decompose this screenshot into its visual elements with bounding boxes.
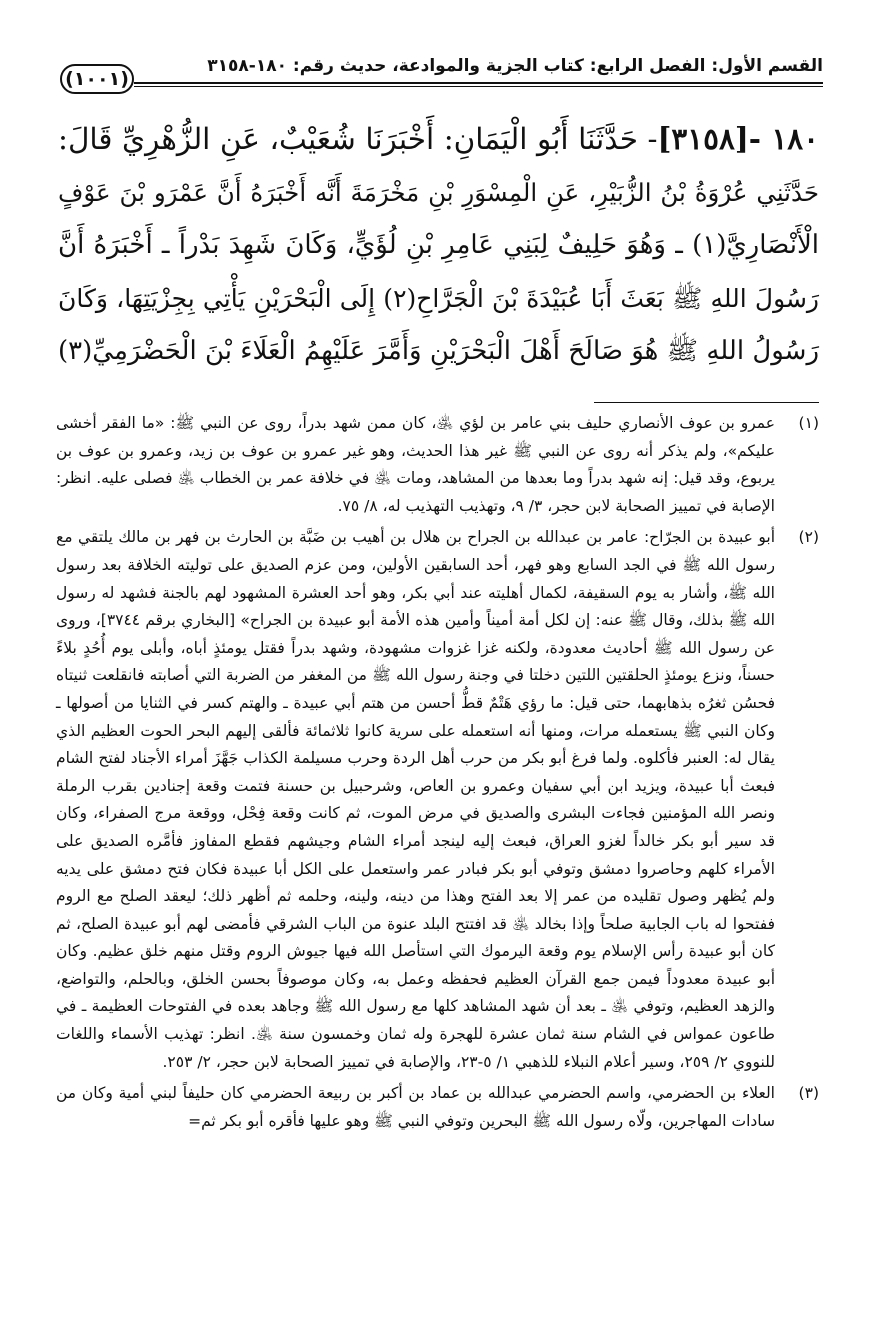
hadith-line: رَسُولَ اللهِ ﷺ بَعَثَ أَبَا عُبَيْدَةَ بْنَ الْجَرَّاحِ(٢) إِلَى الْبَحْرَيْنِ يَأْتِي بِجِزْيَتِهَا، وَكَانَ: [58, 284, 819, 313]
hadith-line: الْأَنْصَارِيَّ(١) ـ وَهُوَ حَلِيفٌ لِبَنِي عَامِرِ بْنِ لُؤَيٍّ، وَكَانَ شَهِدَ بَدْراً ـ أَخْبَرَهُ أَنَّ: [58, 230, 819, 260]
footnote-divider: [594, 402, 819, 403]
footnote-number: (٣): [798, 1084, 819, 1103]
header-rule-thin: [134, 86, 823, 87]
footnotes: [56, 410, 819, 1139]
hadith-line: حَدَّثَنِي عُرْوَةُ بْنُ الزُّبَيْرِ، عَنِ الْمِسْوَرِ بْنِ مَخْرَمَةَ أَنَّه أَخْبَرَهُ أَنَّ عَمْرَو بْنَ عَوْفٍ: [58, 178, 819, 207]
header-title: القسم الأول: الفصل الرابع: كتاب الجزية والموادعة، حديث رقم: ١٨٠-٣١٥٨: [207, 56, 823, 76]
running-header: [62, 40, 823, 96]
footnote: [56, 524, 819, 1076]
hadith-line-text: - حَدَّثَنَا أَبُو الْيَمَانِ: أَخْبَرَنَا شُعَيْبٌ، عَنِ الزُّهْرِيِّ قَالَ:: [58, 122, 658, 156]
footnote: [56, 410, 819, 520]
hadith-text: [58, 112, 819, 378]
hadith-number: ١٨٠ -[٣١٥٨]: [657, 121, 819, 156]
header-rule: [134, 82, 823, 84]
footnote: [56, 1080, 819, 1135]
footnote-text: عمرو بن عوف الأنصاري حليف بني عامر بن لؤي ﵁، كان ممن شهد بدراً، روى عن النبي ﷺ: «ما الفقر أخشى عليكم»، ولم يذكر أنه روى عن النبي ﷺ غير هذا الحديث، وهو غير عمرو بن عوف بن زيد، وعمرو بن عوف بن يربوع، وقد قيل: إنه شهد بدراً وما بعدها من المشاهد، ومات ﵁ في خلافة عمر بن الخطاب ﵁ فصلى عليه. انظر: الإصابة في تمييز الصحابة لابن حجر، ٣/ ٩، وتهذيب التهذيب له، ٨/ ٧٥.: [56, 414, 775, 515]
hadith-line: رَسُولُ اللهِ ﷺ هُوَ صَالَحَ أَهْلَ الْبَحْرَيْنِ وَأَمَّرَ عَلَيْهِمُ الْعَلَاءَ بْنَ الْحَضْرَمِيِّ(٣): [58, 336, 819, 366]
page-number: (١٠٠١): [60, 64, 134, 94]
footnote-text: أبو عبيدة بن الجرّاح: عامر بن عبدالله بن الجراح بن هلال بن أهيب بن ضَبَّة بن الحارث بن فهر بن مالك يلتقي مع رسول الله ﷺ في الجد السابع وهو فهر، أحد السابقين الأولين، ومن عزم الصديق على توليته الخلافة بعد رسول الله ﷺ، وأشار به يوم السقيفة، لكمال أهليته عند أبي بكر، وهو أحد العشرة المشهود لهم بالجنة فشهد له رسول الله ﷺ بذلك، وقال ﷺ عنه: إن لكل أمة أميناً وأمين هذه الأمة أبو عبيدة بن الجراح» [البخاري برقم ٣٧٤٤]، وروى عن رسول الله ﷺ أحاديث معدودة، ولكنه غزا غزوات مشهودة، وشهد بدراً فقتل يومئذٍ أباه، وأبلى يوم أُحُدٍ بلاءً حسناً، ونزع يومئذٍ الحلقتين اللتين دخلتا في وجنة رسول الله ﷺ من المغفر من الضربة التي أصابته فانقلعت ثنيتاه فحسُن ثغرُه بذهابهما، حتى قيل: ما رؤي هَتْمٌ قطُّ أحسن من هتم أبي عبيدة ـ والهتم كسر في الثنايا من أصولها ـ وكان النبي ﷺ يستعمله مرات، ومنها أنه استعمله على سرية كانوا ثلاثمائة فألقى إليهم البحر الحوت العظيم الذي يقال له: العنبر فأكلوه. ولما فرغ أبو بكر من حرب أهل الردة وحرب مسيلمة الكذاب جَهَّزَ أمراء الأجناد لفتح الشام فبعث أبا عبيدة، ويزيد ابن أبي سفيان وعمرو بن العاص، وشرحبيل بن حسنة فتمت وقعة إجنادين بقرب الرملة ونصر الله المؤمنين فجاءت البشرى والصديق في مرض الموت، ثم كانت وقعة فِحْل، ووقعة مرج الصفراء، وكان قد سير أبو بكر خالداً لغزو العراق، فبعث إليه لينجد أمراء الشام وجيشهم فقطع المفاوز فأمَّره الصديق على الأمراء كلهم وحاصروا دمشق وتوفي أبو بكر فبادر عمر واستعمل على الكل أبا عبيدة فكان فتح دمشق على يديه ولم يُظهر وصول تقليده من عمر إلا بعد الفتح وهذا من دينه، ولينه، وحلمه ثم أظهر ذلك؛ ليعقد الصلح مع الروم ففتحوا له باب الجابية صلحاً وإذا بخالد ﵁ قد افتتح البلد عنوة من الباب الشرقي فأمضى لهم أبو عبيدة الصلح، ثم كان أبو عبيدة رأس الإسلام يوم وقعة اليرموك التي استأصل الله فيها جيوش الروم وقتل منهم خلق عظيم. وكان أبو عبيدة معدوداً فيمن جمع القرآن العظيم فحفظه وعمل به، وكان موصوفاً بحسن الخلق، وبالحلم، والتواضع، والزهد العظيم، وتوفي ﵁ ـ بعد أن شهد المشاهد كلها مع رسول الله ﷺ وجاهد بعده في الفتوحات العظيمة ـ في طاعون عمواس في الشام سنة ثمان عشرة للهجرة وله ثمان وخمسون سنة ﵁. انظر: تهذيب الأسماء واللغات للنووي ٢/ ٢٥٩، وسير أعلام النبلاء للذهبي ١/ ٥-٢٣، والإصابة في تمييز الصحابة لابن حجر، ٢/ ٢٥٣.: [56, 528, 775, 1071]
hadith-line: [58, 112, 819, 166]
footnote-number: (٢): [798, 528, 819, 547]
footnote-text: العلاء بن الحضرمي، واسم الحضرمي عبدالله بن عماد بن أكبر بن ربيعة الحضرمي كان حليفاً لبني أمية وكان من سادات المهاجرين، ولّاه رسول الله ﷺ البحرين وتوفي النبي ﷺ وهو عليها فأقره أبو بكر ثم=: [56, 1084, 775, 1130]
footnote-number: (١): [798, 414, 819, 432]
